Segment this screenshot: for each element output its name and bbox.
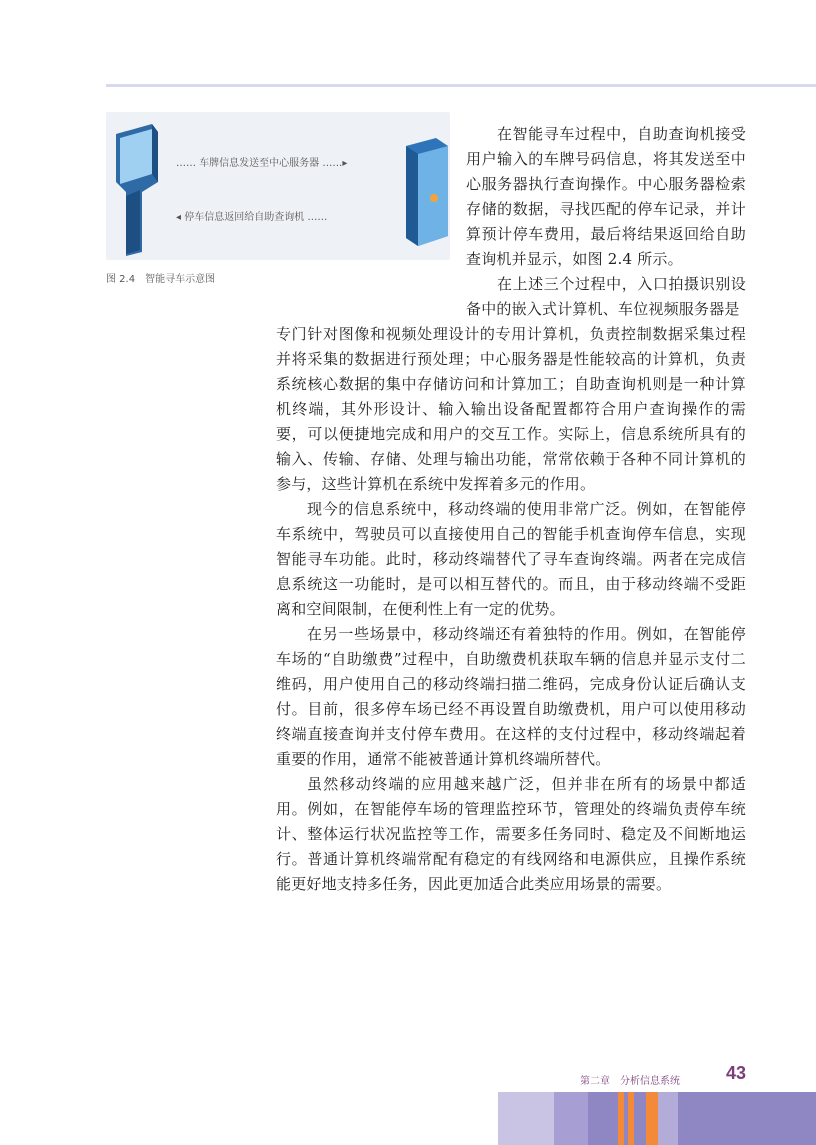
paragraph-unique-role: 在另一些场景中，移动终端还有着独特的作用。例如，在智能停车场的“自助缴费”过程中，自助缴费机获取车辆的信息并显示支付二维码，用户使用自己的移动终端扫描二维码，完成身份认证后确认支付。目前，很多停车场已经不再设置自助缴费机，用户可以使用移动终端直接查询并支付停车费用。在这样的支付过程中，移动终端起着重要的作用，通常不能被普通计算机终端所替代。 [276,625,746,768]
figure-caption [106,270,215,285]
band-stripe [658,1092,678,1145]
paragraph-three-processes [276,272,746,497]
arrow-return-parking-info: ◂ 停车信息返回给自助查询机 …… [176,212,328,223]
paragraph-mobile-terminals: 现今的信息系统中，移动终端的使用非常广泛。例如，在智能停车系统中，驾驶员可以直接使用自己的智能手机查询停车信息，实现智能寻车功能。此时，移动终端替代了寻车查询终端。两者在完成信息系统这一功能时，是可以相互替代的。而且，由于移动终端不受距离和空间限制，在便利性上有一定的优势。 [276,500,746,618]
center-server-icon [402,136,450,248]
header-rule [106,84,816,87]
footer-color-band [498,1092,816,1145]
band-stripe [588,1092,618,1145]
caption-number: 图 2.4 [106,274,136,285]
band-stripe [554,1092,588,1145]
caption-title: 智能寻车示意图 [145,274,216,285]
arrow-send-plate-info: …… 车牌信息发送至中心服务器 ……▸ [176,158,348,169]
query-kiosk-icon [106,112,176,260]
page-number: 43 [726,1063,747,1083]
band-stripe [634,1092,646,1145]
chapter-title: 分析信息系统 [620,1076,680,1087]
band-stripe [646,1092,658,1145]
band-stripe [678,1092,816,1145]
figure-smart-car-finding [106,112,450,260]
paragraph-three-processes-lead: 在上述三个过程中，入口拍摄识别设备中的嵌入式计算机、车位视频服务器是 [466,275,746,318]
band-stripe [498,1092,554,1145]
paragraph-three-processes-body: 专门针对图像和视频处理设计的专用计算机，负责控制数据采集过程并将采集的数据进行预处理；中心服务器是性能较高的计算机，负责系统核心数据的集中存储访问和计算加工；自助查询机则是一种计算机终端，其外形设计、输入输出设备配置都符合用户查询操作的需要，可以便捷地完成和用户的交互工作。实际上，信息系统所具有的输入、传输、存储、处理与输出功能，常常依赖于各种不同计算机的参与，这些计算机在系统中发挥着多元的作用。 [276,325,746,493]
running-footer [580,1072,680,1087]
paragraph-limitations: 虽然移动终端的应用越来越广泛，但并非在所有的场景中都适用。例如，在智能停车场的管理监控环节，管理处的终端负责停车统计、整体运行状况监控等工作，需要多任务同时、稳定及不间断地运行。普通计算机终端常配有稳定的有线网络和电源供应，且操作系统能更好地支持多任务，因此更加适合此类应用场景的需要。 [276,775,746,893]
chapter-number: 第二章 [580,1076,610,1087]
paragraph-smart-car-finding: 在智能寻车过程中，自助查询机接受用户输入的车牌号码信息，将其发送至中心服务器执行查询操作。中心服务器检索存储的数据，寻找匹配的停车记录，并计算预计停车费用，最后将结果返回给自助查询机并显示，如图 2.4 所示。 [466,125,746,268]
